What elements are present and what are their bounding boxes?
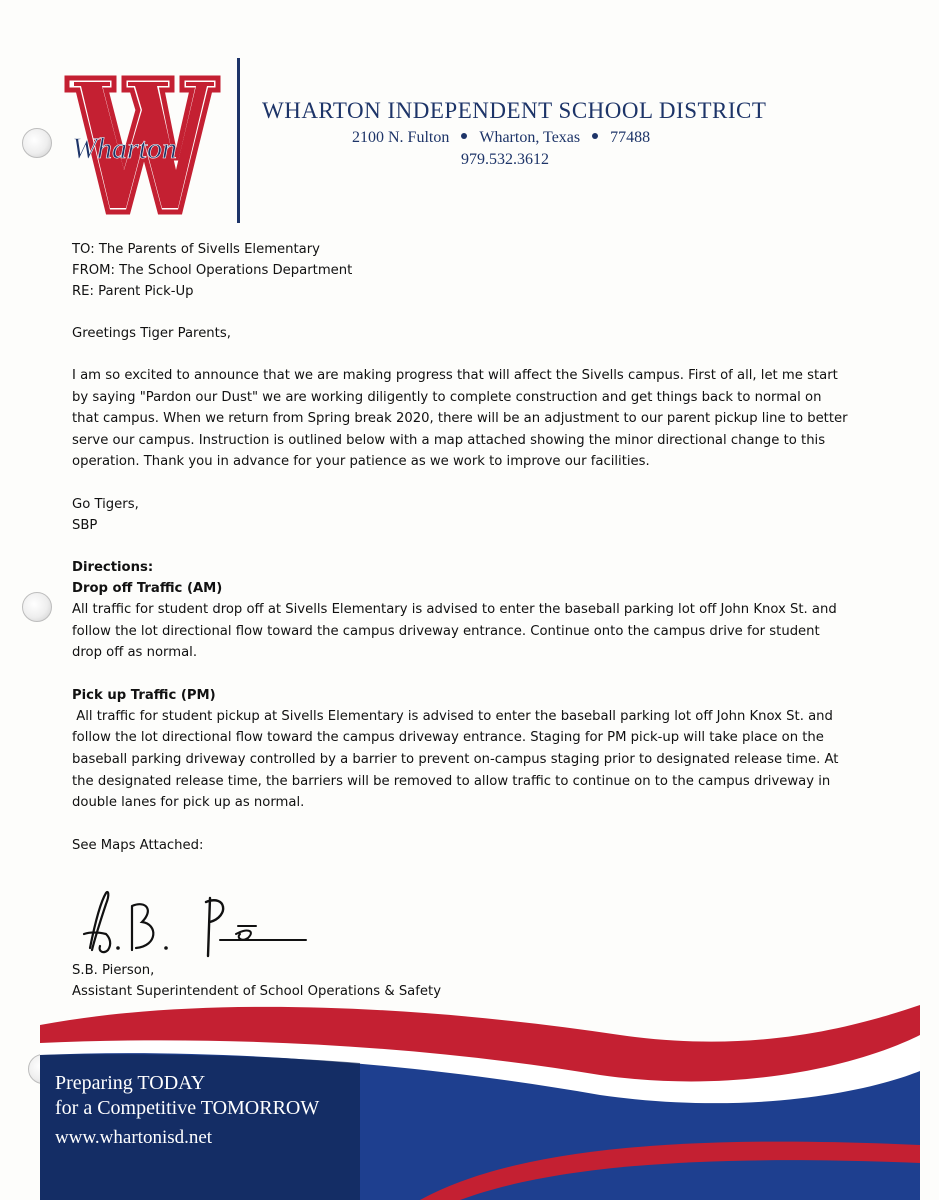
address-separator [461,133,467,139]
wharton-w-logo [62,70,222,220]
maps-note: See Maps Attached: [72,837,204,853]
pm-heading: Pick up Traffic (PM) [72,687,216,703]
footer-slogan-line2: for a Competitive TOMORROW [55,1097,320,1119]
district-name: WHARTON INDEPENDENT SCHOOL DISTRICT [262,98,767,123]
address-separator [592,133,598,139]
letter-body [72,239,852,856]
district-address [352,129,650,147]
body-paragraph: I am so excited to announce that we are making progress that will affect the Sivells campus. First of all, let me start by saying "Pardon our Dust" we are working diligently to complete construction and get things back to normal on that campus. When we return from Spring break 2020, there will be an adjustment to our parent pickup line to better serve our campus. Instruction is outlined below with a map attached showing the minor directional change to this operation. Thank you in advance for your patience as we work to improve our facilities. [72,368,848,470]
signer-name: S.B. Pierson, [72,963,155,978]
district-phone: 979.532.3612 [461,151,549,168]
directions-heading: Directions: [72,559,154,575]
closing-line: Go Tigers, [72,496,139,512]
footer-slogan-line1: Preparing TODAY [55,1072,206,1094]
logo-script-text: Wharton [72,132,177,165]
address-city: Wharton, Texas [479,129,581,146]
am-text: All traffic for student drop off at Sivells Elementary is advised to enter the baseball parking lot off John Knox St. and follow the lot directional flow toward the campus driveway entrance. Continue onto the campus drive for student drop off as normal. [72,601,837,661]
hole-punch-top [22,128,52,158]
handwritten-signature [70,888,310,958]
address-street: 2100 N. Fulton [352,129,450,146]
letterhead-divider [237,58,240,223]
pm-text: All traffic for student pickup at Sivells Elementary is advised to enter the baseball parking lot off John Knox St. and follow the lot directional flow toward the campus driveway entrance. Staging for PM pick-up will take place on the baseball parking driveway controlled by a barrier to prevent on-campus staging prior to designated release time. At the designated release time, the barriers will be removed to allow traffic to continue on to the campus driveway in double lanes for pick up as normal. [72,708,843,811]
memo-re: RE: Parent Pick-Up [72,284,194,299]
footer-website: www.whartonisd.net [55,1127,213,1148]
am-heading: Drop off Traffic (AM) [72,580,223,596]
memo-to: TO: The Parents of Sivells Elementary [72,242,320,257]
greeting: Greetings Tiger Parents, [72,326,231,341]
memo-from: FROM: The School Operations Department [72,263,353,278]
address-zip: 77488 [610,129,651,146]
hole-punch-middle [22,592,52,622]
signer-title: Assistant Superintendent of School Operations & Safety [72,984,441,999]
closing-initials: SBP [72,517,98,533]
